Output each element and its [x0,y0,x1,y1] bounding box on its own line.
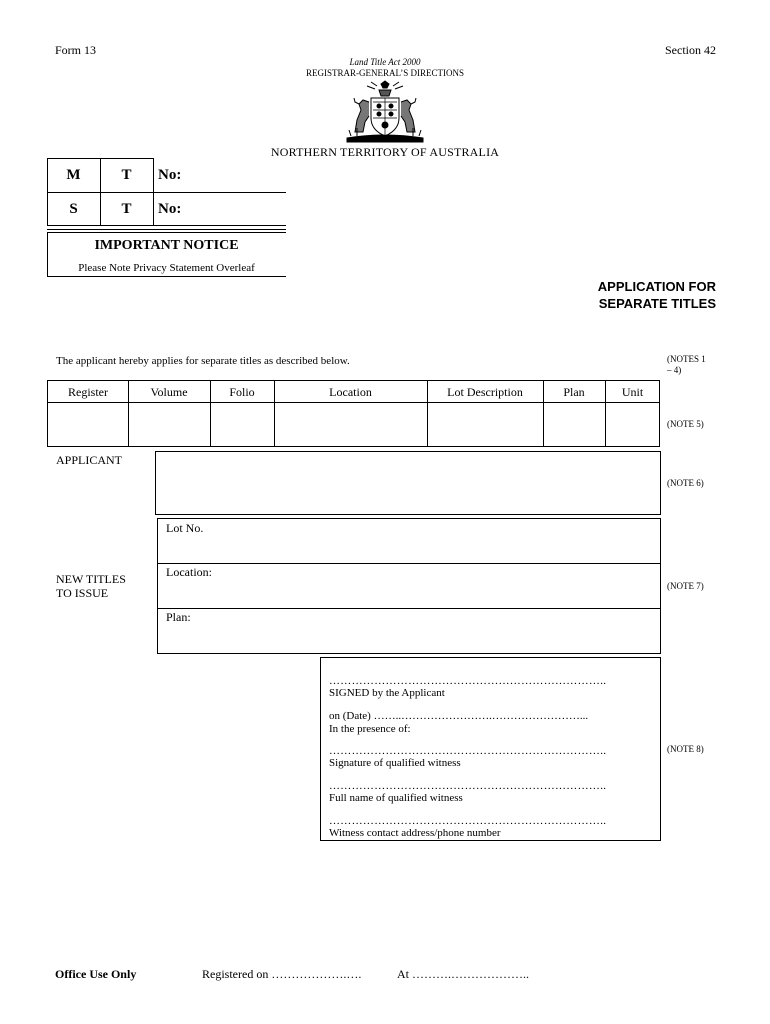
mt-number-label[interactable]: No: [158,167,182,183]
st-letter-s: S [69,201,78,217]
witness-signature-label: Signature of qualified witness [329,757,461,769]
lot-no-label: Lot No. [166,521,204,535]
notes-1-4-line2: – 4) [667,365,682,375]
st-row [47,192,286,226]
signature-box [320,657,661,841]
folio-input[interactable] [211,404,273,446]
registrar-directions: REGISTRAR-GENERAL’S DIRECTIONS [306,68,464,78]
document-title-line1: APPLICATION FOR [597,279,716,294]
col-header-plan: Plan [563,385,585,399]
office-use-label: Office Use Only [55,967,137,981]
note-7: (NOTE 7) [667,581,704,591]
col-header-register: Register [68,385,108,399]
note-6: (NOTE 6) [667,478,704,488]
applicant-signature-line[interactable]: ……………………………………………………………….. [329,675,607,687]
col-header-folio: Folio [229,385,255,399]
signed-by-label: SIGNED by the Applicant [329,687,445,699]
witness-name-label: Full name of qualified witness [329,792,463,804]
registered-on-field: Registered on ……………….…. [202,967,362,981]
territory-heading: NORTHERN TERRITORY OF AUSTRALIA [270,145,500,159]
witness-contact-label: Witness contact address/phone number [329,827,501,839]
form-number: Form 13 [55,43,97,57]
new-plan-label: Plan: [166,610,191,624]
new-titles-label-line1: NEW TITLES [56,572,126,586]
col-header-volume: Volume [150,385,188,399]
important-notice-title: IMPORTANT NOTICE [94,238,239,253]
new-plan-input[interactable] [158,609,660,653]
coat-of-arms-icon [337,80,433,144]
act-title: Land Title Act 2000 [349,57,421,67]
lot-description-input[interactable] [428,404,542,446]
location-input[interactable] [275,404,426,446]
st-letter-t: T [121,201,132,217]
lot-no-input[interactable] [158,519,660,562]
register-input[interactable] [49,404,127,446]
important-notice-box [47,229,286,277]
new-location-input[interactable] [158,564,660,607]
applicant-input[interactable] [155,451,661,515]
intro-text: The applicant hereby applies for separate titles as described below. [56,355,350,367]
volume-input[interactable] [129,404,209,446]
title-number-box [47,158,286,226]
document-title [598,278,716,312]
col-header-unit: Unit [621,385,644,399]
mt-row [47,158,286,192]
notes-1-4-line1: (NOTES 1 [667,354,706,364]
unit-input[interactable] [606,404,659,446]
register-table [47,380,660,447]
notes-1-4 [667,354,706,376]
applicant-label: APPLICANT [56,453,123,467]
note-8: (NOTE 8) [667,744,704,754]
mt-letter-t: T [121,167,132,183]
new-titles-label-line2: TO ISSUE [56,586,109,600]
plan-input[interactable] [544,404,604,446]
witness-name-line[interactable]: ……………………………………………………………….. [329,780,607,792]
in-presence-label: In the presence of: [329,723,411,735]
st-number-label[interactable]: No: [158,201,182,217]
document-title-line2: SEPARATE TITLES [598,296,716,311]
registered-at-field: At ……….……………….. [397,967,529,981]
new-titles-box [157,518,661,654]
section-number: Section 42 [665,43,716,57]
note-5: (NOTE 5) [667,419,704,429]
privacy-statement-note: Please Note Privacy Statement Overleaf [78,262,255,274]
signing-date-field[interactable]: on (Date) ……..…………………….……………………... [329,710,589,722]
witness-signature-line[interactable]: ……………………………………………………………….. [329,745,607,757]
col-header-location: Location [329,385,372,399]
col-header-lot-description: Lot Description [447,385,523,399]
new-location-label: Location: [166,565,212,579]
witness-contact-line[interactable]: ……………………………………………………………….. [329,815,607,827]
mt-letter-m: M [66,167,81,183]
new-titles-label [56,572,126,600]
